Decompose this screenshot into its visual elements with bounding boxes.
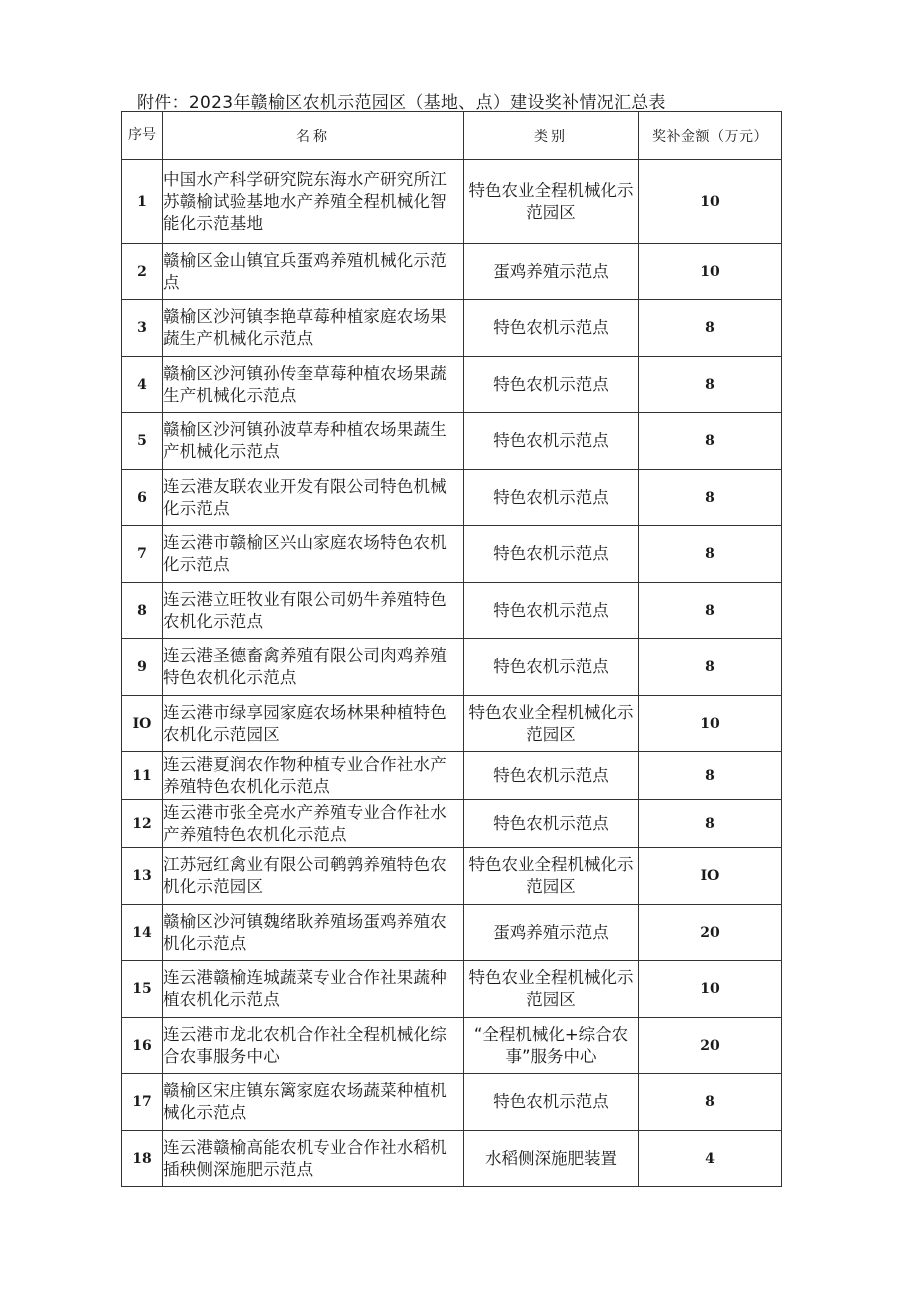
row-amount: 8 [639, 300, 782, 357]
row-category: 特色农业全程机械化示范园区 [464, 696, 639, 752]
row-amount: 8 [639, 583, 782, 639]
row-category: 特色农机示范点 [464, 752, 639, 800]
row-name: 连云港市绿享园家庭农场林果种植特色农机化示范园区 [163, 696, 464, 752]
row-name: 中国水产科学研究院东海水产研究所江苏赣榆试验基地水产养殖全程机械化智能化示范基地 [163, 160, 464, 244]
row-name: 赣榆区沙河镇魏绪耿养殖场蛋鸡养殖农机化示范点 [163, 905, 464, 961]
row-amount: IO [639, 848, 782, 905]
table-row [122, 413, 782, 470]
row-index: 17 [122, 1074, 163, 1131]
row-amount: 8 [639, 413, 782, 470]
row-index: 14 [122, 905, 163, 961]
row-amount: 8 [639, 470, 782, 526]
header-category: 类别 [464, 112, 639, 160]
row-name: 赣榆区宋庄镇东篱家庭农场蔬菜种植机械化示范点 [163, 1074, 464, 1131]
row-category: “全程机械化+综合农事”服务中心 [464, 1018, 639, 1074]
row-name: 赣榆区沙河镇孙传奎草莓种植农场果蔬生产机械化示范点 [163, 357, 464, 413]
table-row [122, 526, 782, 583]
row-amount: 8 [639, 800, 782, 848]
row-name: 江苏冠红禽业有限公司鹌鹑养殖特色农机化示范园区 [163, 848, 464, 905]
table-row [122, 1018, 782, 1074]
row-index: 18 [122, 1131, 163, 1187]
row-index: IO [122, 696, 163, 752]
row-index: 4 [122, 357, 163, 413]
row-index: 9 [122, 639, 163, 696]
table-row [122, 244, 782, 300]
header-amount: 奖补金额（万元） [639, 112, 782, 160]
row-category: 蛋鸡养殖示范点 [464, 905, 639, 961]
row-index: 12 [122, 800, 163, 848]
row-amount: 10 [639, 160, 782, 244]
row-category: 特色农机示范点 [464, 300, 639, 357]
row-category: 特色农机示范点 [464, 470, 639, 526]
row-name: 连云港圣德畜禽养殖有限公司肉鸡养殖特色农机化示范点 [163, 639, 464, 696]
table-header-row [122, 112, 782, 160]
row-index: 15 [122, 961, 163, 1018]
table-row [122, 752, 782, 800]
document-title: 附件：2023年赣榆区农机示范园区（基地、点）建设奖补情况汇总表 [137, 93, 666, 113]
row-index: 2 [122, 244, 163, 300]
table-row [122, 583, 782, 639]
table-row [122, 300, 782, 357]
row-name: 连云港立旺牧业有限公司奶牛养殖特色农机化示范点 [163, 583, 464, 639]
row-index: 13 [122, 848, 163, 905]
row-amount: 8 [639, 639, 782, 696]
row-index: 16 [122, 1018, 163, 1074]
table-row [122, 1131, 782, 1187]
row-amount: 8 [639, 752, 782, 800]
row-name: 连云港赣榆高能农机专业合作社水稻机插秧侧深施肥示范点 [163, 1131, 464, 1187]
row-amount: 8 [639, 1074, 782, 1131]
table-row [122, 696, 782, 752]
row-amount: 8 [639, 526, 782, 583]
table-row [122, 800, 782, 848]
row-amount: 20 [639, 1018, 782, 1074]
row-category: 蛋鸡养殖示范点 [464, 244, 639, 300]
row-category: 特色农机示范点 [464, 1074, 639, 1131]
summary-table [121, 111, 782, 1187]
row-index: 7 [122, 526, 163, 583]
row-amount: 10 [639, 961, 782, 1018]
row-category: 水稻侧深施肥装置 [464, 1131, 639, 1187]
row-index: 5 [122, 413, 163, 470]
row-category: 特色农业全程机械化示范园区 [464, 160, 639, 244]
row-name: 赣榆区金山镇宜兵蛋鸡养殖机械化示范点 [163, 244, 464, 300]
table-row [122, 470, 782, 526]
header-name: 名称 [163, 112, 464, 160]
row-index: 8 [122, 583, 163, 639]
row-name: 赣榆区沙河镇李艳草莓种植家庭农场果蔬生产机械化示范点 [163, 300, 464, 357]
row-index: 6 [122, 470, 163, 526]
table-row [122, 1074, 782, 1131]
row-name: 连云港市龙北农机合作社全程机械化综合农事服务中心 [163, 1018, 464, 1074]
row-amount: 4 [639, 1131, 782, 1187]
table-row [122, 961, 782, 1018]
table-body [122, 160, 782, 1187]
row-name: 连云港市张全亮水产养殖专业合作社水产养殖特色农机化示范点 [163, 800, 464, 848]
row-index: 3 [122, 300, 163, 357]
row-index: 11 [122, 752, 163, 800]
table-row [122, 905, 782, 961]
row-category: 特色农机示范点 [464, 583, 639, 639]
row-category: 特色农机示范点 [464, 800, 639, 848]
row-name: 连云港赣榆连城蔬菜专业合作社果蔬种植农机化示范点 [163, 961, 464, 1018]
row-index: 1 [122, 160, 163, 244]
row-category: 特色农机示范点 [464, 413, 639, 470]
row-amount: 20 [639, 905, 782, 961]
table-row [122, 639, 782, 696]
row-category: 特色农业全程机械化示范园区 [464, 961, 639, 1018]
row-amount: 10 [639, 696, 782, 752]
table-row [122, 357, 782, 413]
row-amount: 8 [639, 357, 782, 413]
table-row [122, 848, 782, 905]
row-category: 特色农机示范点 [464, 357, 639, 413]
row-name: 连云港市赣榆区兴山家庭农场特色农机化示范点 [163, 526, 464, 583]
row-category: 特色农业全程机械化示范园区 [464, 848, 639, 905]
row-name: 赣榆区沙河镇孙波草寿种植农场果蔬生产机械化示范点 [163, 413, 464, 470]
row-name: 连云港夏润农作物种植专业合作社水产养殖特色农机化示范点 [163, 752, 464, 800]
row-amount: 10 [639, 244, 782, 300]
row-category: 特色农机示范点 [464, 526, 639, 583]
row-name: 连云港友联农业开发有限公司特色机械化示范点 [163, 470, 464, 526]
row-category: 特色农机示范点 [464, 639, 639, 696]
header-index: 序号 [122, 112, 163, 160]
table-row [122, 160, 782, 244]
